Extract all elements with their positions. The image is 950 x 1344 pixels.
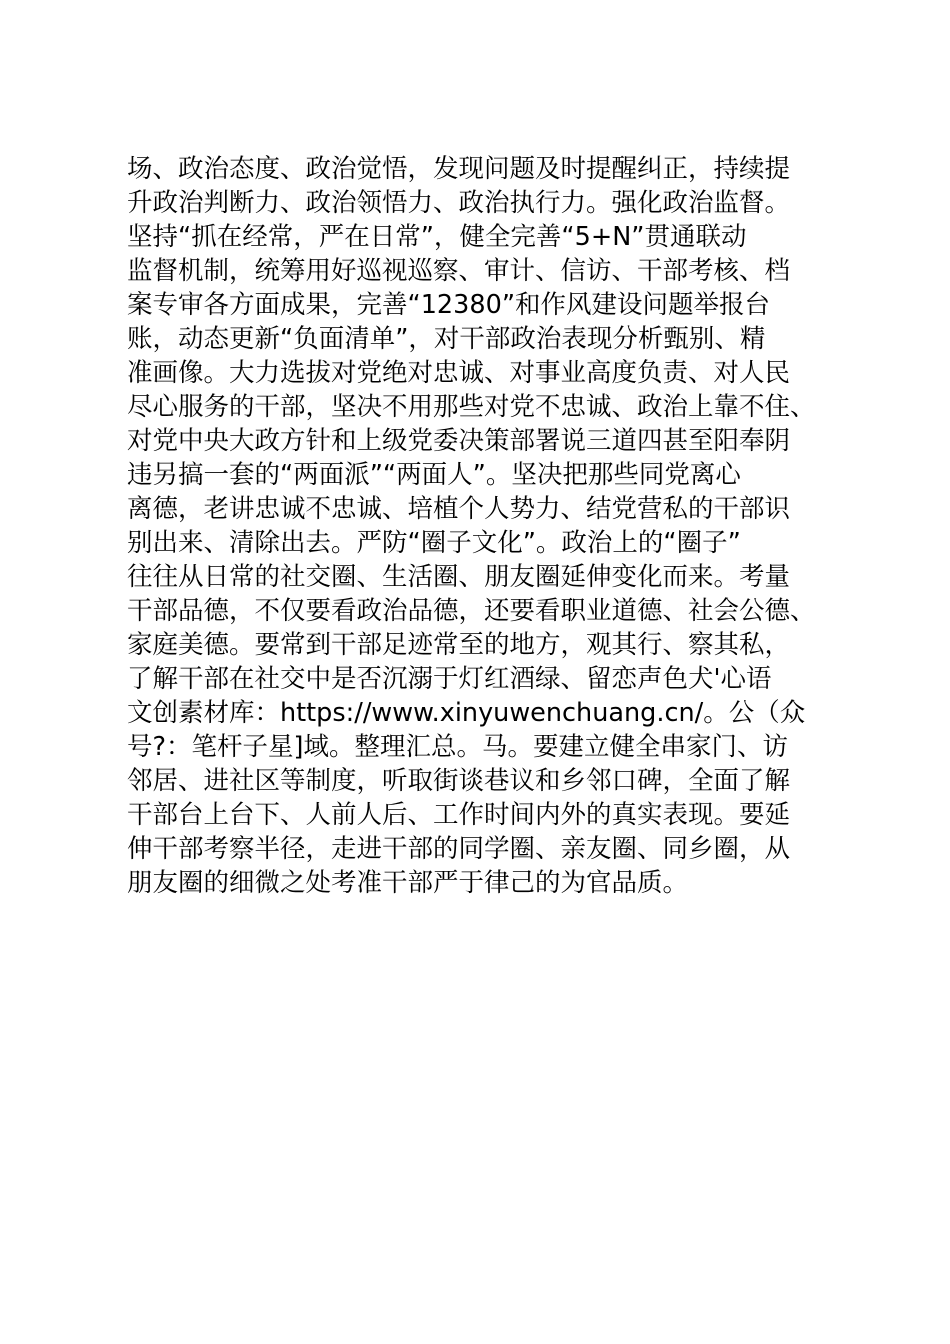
text-line: 违另搞一套的“两面派”“两面人”。坚决把那些同党离心 [127, 460, 741, 490]
text-line: 准画像。大力选拔对党绝对忠诚、对事业高度负责、对人民 [127, 358, 791, 388]
text-line: 家庭美德。要常到干部足迹常至的地方，观其行、察其私， [127, 630, 791, 660]
text-line: 离德，老讲忠诚不忠诚、培植个人势力、结党营私的干部识 [127, 494, 791, 524]
text-line: 账，动态更新“负面清单”，对干部政治表现分析甄别、精 [127, 324, 766, 354]
text-line: 邻居、进社区等制度，听取街谈巷议和乡邻口碑，全面了解 [127, 766, 791, 796]
text-line: 伸干部考察半径，走进干部的同学圈、亲友圈、同乡圈，从 [127, 834, 791, 864]
text-line: 升政治判断力、政治领悟力、政治执行力。强化政治监督。 [127, 188, 791, 218]
text-line: 往往从日常的社交圈、生活圈、朋友圈延伸变化而来。考量 [127, 562, 791, 592]
text-line: 干部台上台下、人前人后、工作时间内外的真实表现。要延 [127, 800, 791, 830]
text-line: 监督机制，统筹用好巡视巡察、审计、信访、干部考核、档 [127, 256, 791, 286]
text-line: 场、政治态度、政治觉悟，发现问题及时提醒纠正，持续提 [127, 154, 791, 184]
text-line: 坚持“抓在经常，严在日常”，健全完善“5+N”贯通联动 [127, 222, 747, 252]
text-line: 尽心服务的干部，坚决不用那些对党不忠诚、政治上靠不住、 [127, 392, 816, 422]
text-line: 文创素材库：https://www.xinyuwenchuang.cn/。公（众 [127, 698, 806, 728]
text-line: 对党中央大政方针和上级党委决策部署说三道四甚至阳奉阴 [127, 426, 791, 456]
text-line: 号?：笔杆子星]域。整理汇总。马。要建立健全串家门、访 [127, 732, 788, 762]
text-line: 别出来、清除出去。严防“圈子文化”。政治上的“圈子” [127, 528, 741, 558]
text-line: 案专审各方面成果，完善“12380”和作风建设问题举报台 [127, 290, 771, 320]
text-line: 朋友圈的细微之处考准干部严于律己的为官品质。 [127, 868, 689, 898]
text-line: 干部品德，不仅要看政治品德，还要看职业道德、社会公德、 [127, 596, 816, 626]
body-paragraph [127, 152, 847, 900]
text-line: 了解干部在社交中是否沉溺于灯红酒绿、留恋声色犬'心语 [127, 664, 772, 694]
